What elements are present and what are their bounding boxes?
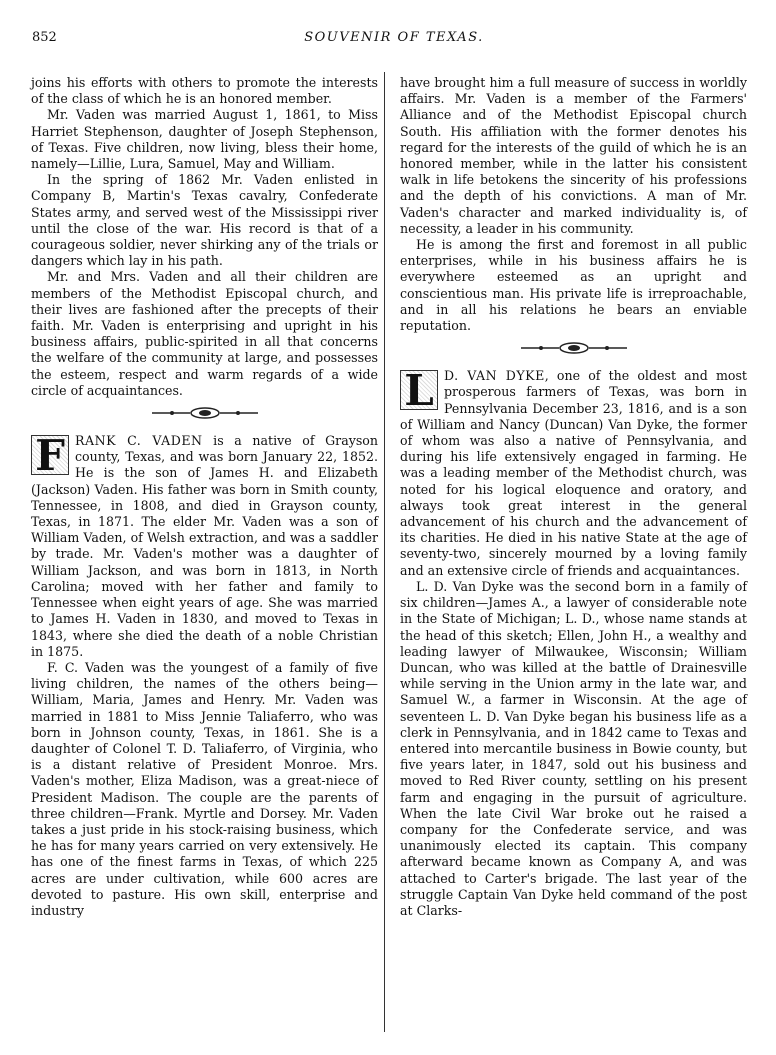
paragraph: In the spring of 1862 Mr. Vaden enlisted in Company B, Martin's Texas cavalry, Confederate States army, and served west of the Mississippi river until the close of the war. His record is that of a courageous soldier, never shirking any of the trials or dangers which lay in his path. bbox=[31, 172, 378, 269]
drop-cap: F bbox=[31, 435, 69, 475]
left-column bbox=[31, 75, 378, 919]
paragraph: Mr. Vaden was married August 1, 1861, to Miss Harriet Stephenson, daughter of Joseph Stephenson, of Texas. Five children, now living, bless their home, namely—Lillie, Lura, Samuel, May and William. bbox=[31, 107, 378, 172]
paragraph: Mr. and Mrs. Vaden and all their children are members of the Methodist Episcopal church, and their lives are fashioned after the precepts of their faith. Mr. Vaden is enterprising and upright in his business affairs, public-spirited in all that concerns the welfare of the community at large, and possesses the esteem, respect and warm regards of a wide circle of acquaintances. bbox=[31, 269, 378, 398]
paragraph: is a native of Grayson county, Texas, and was born January 22, 1852. He is the son of James H. and Elizabeth (Jackson) Vaden. His father was born in Smith county, Tennessee, in 1808, and died in Grayson county, Texas, in 1871. The elder Mr. Vaden was a son of William Vaden, of Welsh extraction, and was a saddler by trade. Mr. Vaden's mother was a daughter of William Jackson, and was born in 1813, in North Carolina; moved with her father and family to Tennessee when eight years of age. She was married to James H. Vaden in 1830, and moved to Texas in 1843, where she died the death of a noble Christian in 1875. bbox=[31, 433, 378, 659]
biography-frank-c-vaden bbox=[31, 433, 378, 660]
paragraph: joins his efforts with others to promote the interests of the class of which he is an honored member. bbox=[31, 75, 378, 107]
biography-name: RANK C. VADEN bbox=[75, 433, 203, 449]
column-divider bbox=[384, 72, 385, 1032]
section-ornament bbox=[400, 342, 747, 356]
paragraph: , one of the oldest and most prosperous farmers of Texas, was born in Pennsylvania December 23, 1816, and is a son of William and Nancy (Duncan) Van Dyke, the former of whom was also a native of Pennsylvania, and during his life extensively engaged in farming. He was a leading member of the Methodist church, was noted for his logical eloquence and oratory, and always took great interest in the general advancement of his church and the advancement of its charities. He died in his native State at the age of seventy-two, sincerely mourned by a loving family and an extensive circle of friends and acquaintances. bbox=[400, 368, 747, 578]
paragraph: He is among the first and foremost in all public enterprises, while in his business affairs he is everywhere esteemed as an upright and conscientious man. His private life is irreproachable, and in all his relations he bears an enviable reputation. bbox=[400, 237, 747, 334]
right-column bbox=[400, 75, 747, 919]
paragraph: F. C. Vaden was the youngest of a family of five living children, the names of the others being—William, Maria, James and Henry. Mr. Vaden was married in 1881 to Miss Jennie Taliaferro, who was born in Johnson county, Texas, in 1861. She is a daughter of Colonel T. D. Taliaferro, of Virginia, who is a distant relative of President Monroe. Mrs. Vaden's mother, Eliza Madison, was a great-niece of President Madison. The couple are the parents of three children—Frank. Myrtle and Dorsey. Mr. Vaden takes a just pride in his stock-raising business, which he has for many years carried on very extensively. He has one of the finest farms in Texas, of which 225 acres are under cultivation, while 600 acres are devoted to pasture. His own skill, enterprise and industry bbox=[31, 659, 378, 918]
paragraph: have brought him a full measure of success in worldly affairs. Mr. Vaden is a member of the Farmers' Alliance and of the Methodist Episcopal church South. His affiliation with the former denotes his regard for the interests of the guild of which he is an honored member, while in the latter his consistent walk in life betokens the sincerity of his professions and the depth of his convictions. A man of Mr. Vaden's character and marked individuality is, of necessity, a leader in his community. bbox=[400, 75, 747, 236]
running-head: SOUVENIR OF TEXAS. bbox=[304, 30, 484, 45]
drop-cap: L bbox=[400, 370, 438, 410]
page-header bbox=[32, 30, 756, 52]
ornament-icon bbox=[150, 407, 260, 419]
biography-name: D. VAN DYKE bbox=[444, 368, 545, 384]
section-ornament bbox=[31, 407, 378, 421]
paragraph: L. D. Van Dyke was the second born in a family of six children—James A., a lawyer of considerable note in the State of Michigan; L. D., whose name stands at the head of this sketch; Ellen, John H., a wealthy and leading lawyer of Milwaukee, Wisconsin; William Duncan, who was killed at the battle of Drainesville while serving in the Union army in the late war, and Samuel W., a farmer in Wisconsin. At the age of seventeen L. D. Van Dyke began his business life as a clerk in Pennsylvania, and in 1842 came to Texas and entered into mercantile business in Bowie county, but five years later, in 1847, sold out his business and moved to Red River county, settling on his present farm and engaging in the pursuit of agriculture. When the late Civil War broke out he raised a company for the Confederate service, and was unanimously elected its captain. This company afterward became known as Company A, and was attached to Carter's brigade. The last year of the struggle Captain Van Dyke held command of the post at Clarks- bbox=[400, 578, 747, 918]
ornament-icon bbox=[519, 342, 629, 354]
biography-l-d-van-dyke bbox=[400, 368, 747, 579]
page-number: 852 bbox=[32, 30, 57, 45]
